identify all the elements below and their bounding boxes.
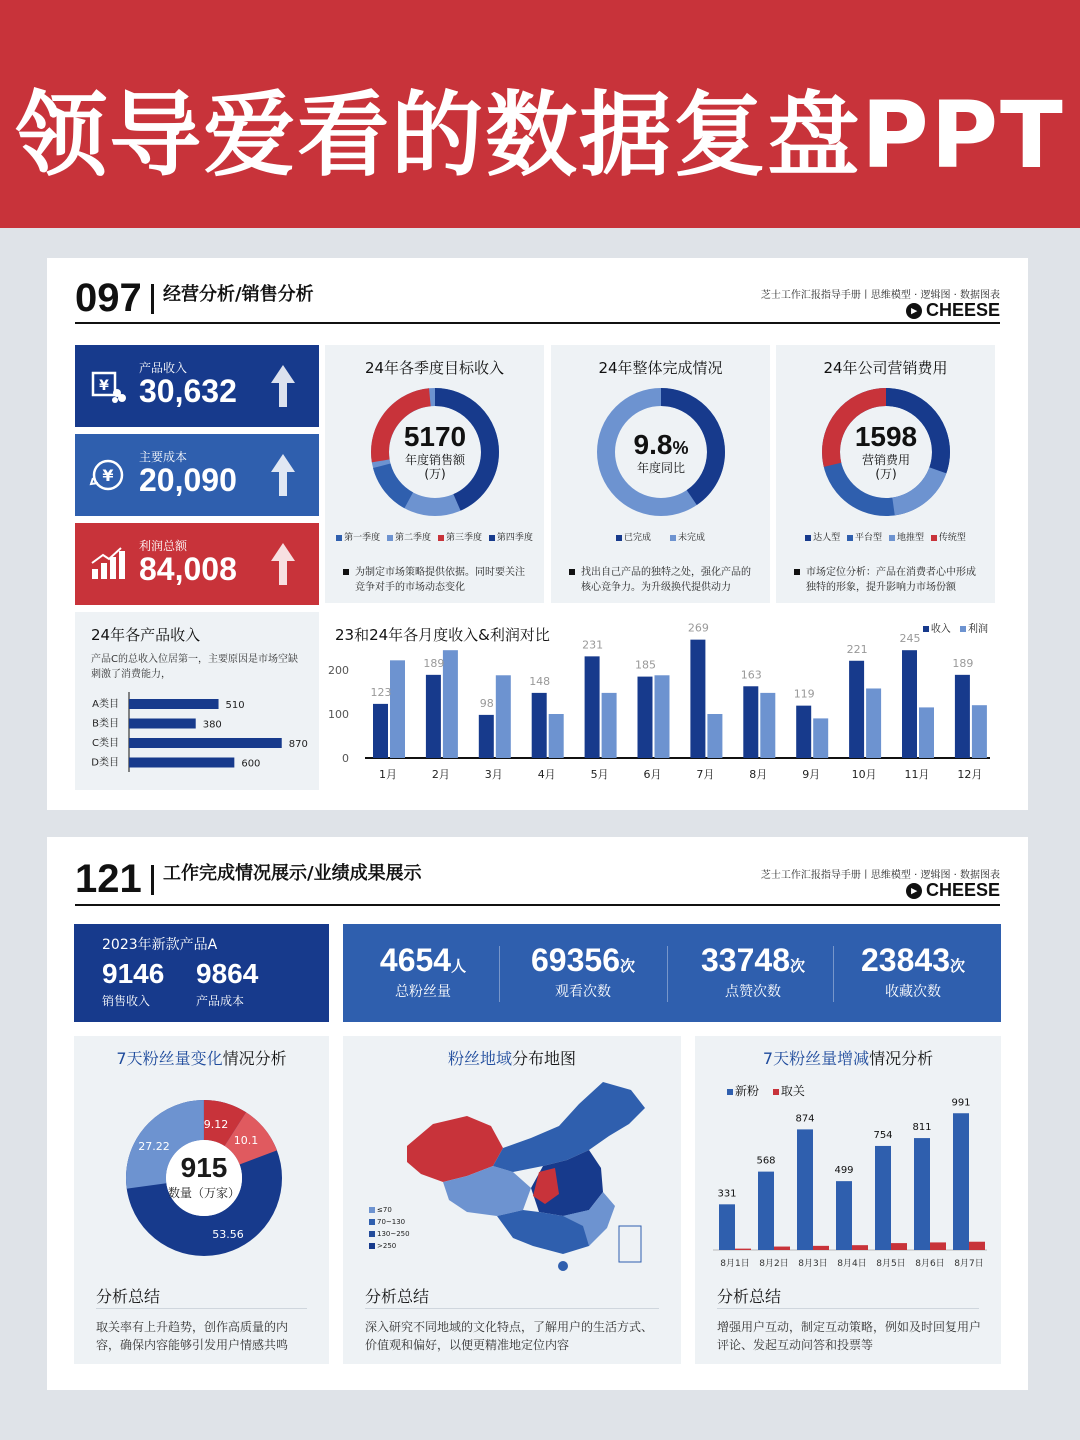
pie-center-value: 915 xyxy=(180,1152,228,1183)
summary-divider xyxy=(96,1308,307,1309)
kpi-product-revenue xyxy=(75,345,319,427)
bar-income-6月 xyxy=(638,677,653,758)
map-region-hainan xyxy=(558,1261,568,1271)
panel-title: 24年各季度目标收入 xyxy=(364,359,505,377)
svg-text:¥: ¥ xyxy=(99,378,109,394)
header-banner xyxy=(0,0,1080,228)
bar-A类目 xyxy=(129,699,219,709)
section-number: 121 xyxy=(75,857,142,901)
donut-unit: (万) xyxy=(424,467,446,481)
bar-value-label: 245 xyxy=(899,632,921,646)
divider xyxy=(667,946,668,1002)
bar-value-label: 510 xyxy=(225,700,245,711)
bar-value-label: 754 xyxy=(873,1129,893,1141)
bar-B类目 xyxy=(129,719,196,729)
arrow-up-icon xyxy=(269,541,297,587)
legend-item: 未完成 xyxy=(670,533,705,543)
legend-item: 收入 xyxy=(923,624,951,635)
bar-value-label: 991 xyxy=(951,1097,971,1109)
x-tick-label: 5月 xyxy=(590,768,609,781)
section-title: 工作完成情况展示/业绩成果展示 xyxy=(163,863,422,884)
stats-strip xyxy=(343,924,1001,1022)
x-tick-label: 12月 xyxy=(957,768,983,781)
y-tick-label: 0 xyxy=(342,752,349,765)
x-tick-label: 6月 xyxy=(643,768,662,781)
stat-unit: 次 xyxy=(949,958,965,975)
x-tick-label: 1月 xyxy=(379,768,397,781)
bar-income-12月 xyxy=(955,675,970,758)
revenue-icon xyxy=(89,367,127,405)
bar-profit-10月 xyxy=(866,688,881,758)
bar-profit-1月 xyxy=(390,660,405,758)
kpi-value: 30,632 xyxy=(139,373,237,409)
overall-completion-panel xyxy=(551,345,770,603)
fans-growth-chart xyxy=(695,1098,1001,1278)
product-revenue-panel xyxy=(75,612,319,790)
bar-unfollow-8月4日 xyxy=(852,1245,868,1250)
brand-name: CHEESE xyxy=(925,880,1000,900)
pie-label: 10.1 xyxy=(233,1134,259,1147)
donut-center xyxy=(601,429,721,475)
map-legend xyxy=(369,1204,410,1252)
x-tick-label: 10月 xyxy=(851,768,877,781)
panel-title: 7天粉丝量增减情况分析 xyxy=(762,1049,934,1068)
legend-item: 传统型 xyxy=(931,533,966,543)
section-subtitle: 芝士工作汇报指导手册丨思维模型 · 逻辑图 · 数据图表 xyxy=(760,870,1000,881)
stat-unit: 次 xyxy=(619,958,635,975)
bar-unfollow-8月7日 xyxy=(969,1242,985,1250)
legend-item: 取关 xyxy=(773,1084,805,1098)
category-label: B类目 xyxy=(92,718,119,730)
product-a-title: 2023年新款产品A xyxy=(102,937,218,953)
x-tick-label: 3月 xyxy=(484,768,503,781)
sales-revenue-label: 销售收入 xyxy=(102,994,151,1008)
page-title: 领导爱看的数据复盘PPT xyxy=(15,82,1065,189)
panel-note: 为制定市场策略提供依据。同时要关注竞争对手的市场动态变化 xyxy=(343,565,530,595)
bar-profit-7月 xyxy=(707,714,722,758)
quarterly-target-panel xyxy=(325,345,544,603)
header-divider xyxy=(151,865,154,895)
monthly-comparison-panel xyxy=(325,612,1000,792)
stat-value: 23843 xyxy=(861,942,950,978)
svg-text:¥: ¥ xyxy=(102,466,114,485)
bar-income-3月 xyxy=(479,715,494,758)
bar-new-fans-8月6日 xyxy=(914,1138,930,1250)
donut-value: 1598 xyxy=(854,421,918,452)
bar-value-label: 499 xyxy=(834,1165,854,1177)
donut-center xyxy=(826,421,946,481)
product-a-box xyxy=(74,924,329,1022)
donut-label: 营销费用 xyxy=(861,453,910,467)
kpi-value: 84,008 xyxy=(139,551,237,587)
bar-income-4月 xyxy=(532,693,547,758)
product-cost-value: 9864 xyxy=(196,958,259,989)
stat-total-fans xyxy=(343,942,503,1001)
panel-note: 市场定位分析：产品在消费者心中形成独特的形象，提升影响力市场份额 xyxy=(794,565,981,595)
donut-label: 年度同比 xyxy=(636,461,685,475)
yen-cycle-icon xyxy=(89,456,127,494)
bar-profit-6月 xyxy=(655,675,670,758)
bar-unfollow-8月1日 xyxy=(735,1249,751,1250)
legend-item: ≤70 xyxy=(369,1204,410,1216)
header-divider xyxy=(151,284,154,314)
legend-item: 130~250 xyxy=(369,1228,410,1240)
bar-value-label: 189 xyxy=(423,656,445,670)
x-tick-label: 8月7日 xyxy=(954,1259,984,1269)
x-tick-label: 8月 xyxy=(749,768,768,781)
x-tick-label: 2月 xyxy=(431,768,450,781)
summary-title: 分析总结 xyxy=(717,1287,782,1306)
donut-center xyxy=(375,421,495,481)
bar-new-fans-8月5日 xyxy=(875,1146,891,1250)
summary-title: 分析总结 xyxy=(365,1287,430,1306)
brand-logo xyxy=(906,300,1000,321)
panel-title: 24年整体完成情况 xyxy=(598,359,723,377)
legend-item: 平台型 xyxy=(847,533,882,543)
donut-unit: (万) xyxy=(875,467,897,481)
bar-value-label: 119 xyxy=(793,687,815,701)
bar-new-fans-8月7日 xyxy=(953,1113,969,1250)
product-revenue-chart xyxy=(75,692,319,782)
fans-change-panel xyxy=(74,1036,329,1364)
bar-value-label: 189 xyxy=(952,656,974,670)
stat-views xyxy=(503,942,663,1001)
panel-title: 粉丝地域分布地图 xyxy=(447,1049,577,1068)
bar-income-2月 xyxy=(426,675,441,758)
bar-income-1月 xyxy=(373,704,388,758)
bar-unfollow-8月6日 xyxy=(930,1242,946,1250)
stat-label: 观看次数 xyxy=(555,984,611,1000)
bar-income-7月 xyxy=(690,640,705,758)
bar-new-fans-8月4日 xyxy=(836,1181,852,1250)
play-icon: ▸ xyxy=(906,303,922,319)
bar-profit-5月 xyxy=(602,693,617,758)
header-rule xyxy=(75,322,1000,324)
header-rule xyxy=(75,904,1000,906)
stat-value: 33748 xyxy=(701,942,790,978)
panel-title: 24年公司营销费用 xyxy=(823,359,948,377)
legend-item: 利润 xyxy=(960,624,988,635)
section-title: 经营分析/销售分析 xyxy=(163,284,314,305)
stat-value: 69356 xyxy=(531,942,620,978)
bar-profit-9月 xyxy=(813,718,828,758)
donut-value: 5170 xyxy=(403,421,467,452)
legend-item: 已完成 xyxy=(616,533,651,543)
x-tick-label: 7月 xyxy=(696,768,715,781)
x-tick-label: 8月6日 xyxy=(915,1259,945,1269)
x-tick-label: 8月5日 xyxy=(876,1259,906,1269)
kpi-label: 产品收入 xyxy=(139,361,188,375)
bar-income-9月 xyxy=(796,706,811,758)
bar-value-label: 123 xyxy=(370,685,392,699)
stat-unit: 人 xyxy=(451,958,467,975)
bar-profit-3月 xyxy=(496,675,511,758)
section-number: 097 xyxy=(75,276,142,320)
category-label: C类目 xyxy=(92,738,119,749)
bar-value-label: 221 xyxy=(846,642,868,656)
donut-label: 年度销售额 xyxy=(404,453,465,467)
pie-center-label: 数量（万家） xyxy=(167,1186,240,1200)
kpi-total-profit xyxy=(75,523,319,605)
bar-value-label: 163 xyxy=(740,668,762,682)
pie-label: 53.56 xyxy=(212,1228,244,1241)
divider xyxy=(499,946,500,1002)
play-icon: ▸ xyxy=(906,883,922,899)
bar-value-label: 811 xyxy=(912,1122,932,1134)
bar-growth-icon xyxy=(89,545,127,583)
x-tick-label: 4月 xyxy=(537,768,556,781)
donut-unit: % xyxy=(672,438,689,458)
summary-title: 分析总结 xyxy=(96,1287,161,1306)
category-label: D类目 xyxy=(91,757,119,769)
x-tick-label: 8月4日 xyxy=(837,1259,867,1269)
stat-favorites xyxy=(833,942,993,1001)
bar-D类目 xyxy=(129,758,234,768)
stat-label: 收藏次数 xyxy=(885,984,941,1000)
bar-C类目 xyxy=(129,738,282,748)
x-tick-label: 9月 xyxy=(802,768,821,781)
legend-item: 达人型 xyxy=(805,533,840,543)
bar-unfollow-8月2日 xyxy=(774,1247,790,1250)
pie-center xyxy=(124,1152,284,1201)
brand-logo xyxy=(906,880,1000,901)
map-region-north xyxy=(493,1082,645,1172)
performance-card xyxy=(47,837,1028,1390)
stat-label: 总粉丝量 xyxy=(395,984,451,1000)
pie-label: 9.12 xyxy=(203,1118,229,1131)
bar-value-label: 231 xyxy=(582,638,604,652)
bar-income-10月 xyxy=(849,661,864,758)
bar-value-label: 185 xyxy=(635,658,656,672)
panel-desc: 产品C的总收入位居第一，主要原因是市场空缺刺激了消费能力， xyxy=(91,654,298,680)
bar-value-label: 98 xyxy=(479,696,494,710)
fans-growth-panel xyxy=(695,1036,1001,1364)
panel-title: 23和24年各月度收入&利润对比 xyxy=(335,626,550,644)
kpi-label: 主要成本 xyxy=(139,450,188,464)
bar-new-fans-8月2日 xyxy=(758,1172,774,1250)
donut-legend xyxy=(776,530,995,543)
stat-unit: 次 xyxy=(789,958,805,975)
x-tick-label: 11月 xyxy=(904,768,930,781)
bar-value-label: 148 xyxy=(529,674,551,688)
legend-item: 第三季度 xyxy=(438,533,482,543)
bar-value-label: 380 xyxy=(202,719,222,731)
product-cost-label: 产品成本 xyxy=(196,994,245,1008)
bar-profit-4月 xyxy=(549,714,564,758)
stat-likes xyxy=(673,942,833,1001)
x-tick-label: 8月2日 xyxy=(759,1259,789,1269)
bar-value-label: 568 xyxy=(756,1155,776,1167)
legend-item: 第二季度 xyxy=(387,533,431,543)
bar-profit-8月 xyxy=(760,693,775,758)
x-tick-label: 8月1日 xyxy=(720,1259,750,1269)
summary-divider xyxy=(717,1308,979,1309)
kpi-main-cost xyxy=(75,434,319,516)
bar-profit-2月 xyxy=(443,650,458,758)
south-sea-inset xyxy=(619,1226,641,1262)
chart-legend xyxy=(923,620,988,635)
bar-value-label: 874 xyxy=(795,1113,815,1125)
y-tick-label: 200 xyxy=(328,664,349,677)
fans-map-panel xyxy=(343,1036,681,1364)
stat-label: 点赞次数 xyxy=(725,984,781,1000)
panel-title: 7天粉丝量变化情况分析 xyxy=(116,1049,287,1068)
sales-analysis-card xyxy=(47,258,1028,810)
arrow-up-icon xyxy=(269,452,297,498)
bar-income-5月 xyxy=(585,656,600,758)
bar-new-fans-8月3日 xyxy=(797,1129,813,1250)
donut-value: 9.8 xyxy=(633,429,673,460)
legend-item: >250 xyxy=(369,1240,410,1252)
legend-item: 第一季度 xyxy=(336,533,380,543)
panel-note: 找出自己产品的独特之处，强化产品的核心竞争力。为升级换代提供动力 xyxy=(569,565,756,595)
marketing-cost-panel xyxy=(776,345,995,603)
summary-divider xyxy=(365,1308,659,1309)
summary-text: 增强用户互动，制定互动策略，例如及时回复用户评论、发起互动问答和投票等 xyxy=(717,1320,982,1352)
sales-revenue-value: 9146 xyxy=(102,958,165,989)
category-label: A类目 xyxy=(92,699,119,710)
bar-new-fans-8月1日 xyxy=(719,1204,735,1250)
bar-profit-12月 xyxy=(972,705,987,758)
donut-legend xyxy=(325,530,544,543)
kpi-value: 20,090 xyxy=(139,462,237,498)
legend-item: 70~130 xyxy=(369,1216,410,1228)
bar-income-8月 xyxy=(743,686,758,758)
legend-item: 新粉 xyxy=(727,1084,759,1098)
x-tick-label: 8月3日 xyxy=(798,1259,828,1269)
legend-item: 第四季度 xyxy=(489,533,533,543)
summary-text: 取关率有上升趋势，创作高质量的内容，确保内容能够引发用户情感共鸣 xyxy=(96,1320,289,1352)
brand-name: CHEESE xyxy=(925,300,1000,320)
legend-item: 地推型 xyxy=(889,533,924,543)
pie-label: 27.22 xyxy=(138,1140,170,1153)
donut-legend xyxy=(551,530,770,543)
panel-title: 24年各产品收入 xyxy=(91,626,201,644)
bar-income-11月 xyxy=(902,650,917,758)
bar-value-label: 269 xyxy=(687,621,709,635)
y-tick-label: 100 xyxy=(328,708,349,721)
bar-value-label: 331 xyxy=(717,1188,737,1200)
summary-text: 深入研究不同地域的文化特点，了解用户的生活方式、价值观和偏好，以便更精准地定位内容 xyxy=(365,1320,654,1352)
bar-value-label: 870 xyxy=(288,739,308,750)
bar-profit-11月 xyxy=(919,707,934,758)
bar-unfollow-8月3日 xyxy=(813,1246,829,1250)
bar-value-label: 600 xyxy=(241,758,261,770)
stat-value: 4654 xyxy=(379,942,452,978)
chart-legend xyxy=(727,1082,805,1099)
arrow-up-icon xyxy=(269,363,297,409)
bar-unfollow-8月5日 xyxy=(891,1243,907,1250)
section-subtitle: 芝士工作汇报指导手册丨思维模型 · 逻辑图 · 数据图表 xyxy=(760,290,1000,301)
kpi-label: 利润总额 xyxy=(139,539,188,553)
